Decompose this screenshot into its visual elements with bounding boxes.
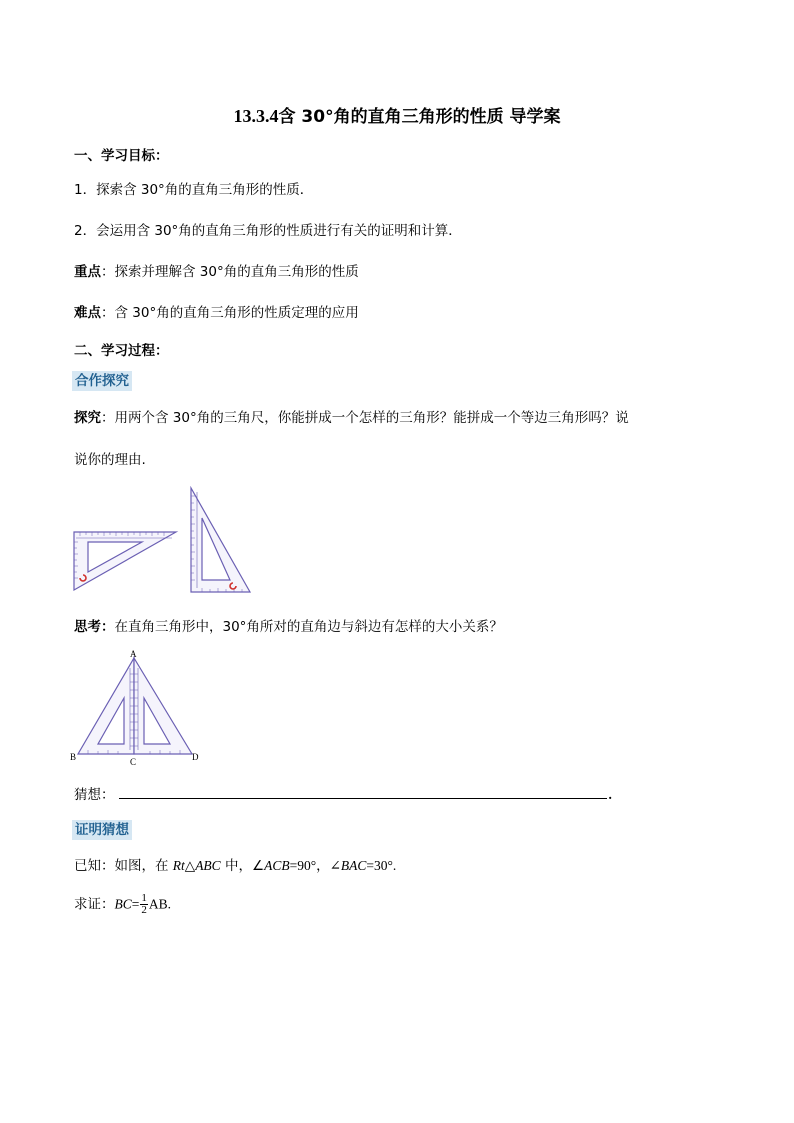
equilateral-triangle-figure bbox=[68, 648, 204, 766]
goal-1: 1．探索含 30°角的直角三角形的性质． bbox=[74, 182, 314, 198]
fraction-one-half: $\frac{1}{2}$ bbox=[141, 892, 147, 916]
key-point: 重点：探索并理解含 30°角的直角三角形的性质 bbox=[74, 264, 359, 280]
goal-2: 2．会运用含 30°角的直角三角形的性质进行有关的证明和计算． bbox=[74, 223, 462, 239]
given-statement: 已知：如图，在 Rt△ABC 中，∠ACB=90°，∠BAC=30°. bbox=[74, 858, 397, 874]
horizontal-set-square bbox=[74, 532, 176, 590]
tag-prove-conjecture: 证明猜想 bbox=[72, 820, 132, 840]
section-process-heading: 二、学习过程： bbox=[74, 343, 169, 359]
tag-cooperative-explore: 合作探究 bbox=[72, 371, 132, 391]
vertex-label-c: C bbox=[130, 757, 137, 766]
guess-line: 猜想： . bbox=[74, 784, 612, 805]
difficult-point: 难点：含 30°角的直角三角形的性质定理的应用 bbox=[74, 305, 359, 321]
set-squares-figure bbox=[72, 486, 262, 596]
section-goals-heading: 一、学习目标： bbox=[74, 148, 169, 164]
think-paragraph: 思考：在直角三角形中，30°角所对的直角边与斜边有怎样的大小关系？ bbox=[74, 619, 503, 635]
vertical-set-square bbox=[191, 488, 250, 592]
answer-blank[interactable] bbox=[119, 784, 607, 799]
vertex-label-b: B bbox=[70, 752, 77, 762]
explore-paragraph-cont: 说你的理由. bbox=[74, 452, 146, 468]
page-title: 13.3.4含 30°角的直角三角形的性质 导学案 bbox=[233, 106, 561, 127]
vertex-label-a: A bbox=[130, 649, 137, 659]
explore-paragraph: 探究：用两个含 30°角的三角尺，你能拼成一个怎样的三角形？能拼成一个等边三角形吗？说 bbox=[74, 410, 629, 426]
vertex-label-d: D bbox=[192, 752, 199, 762]
prove-statement: 求证：BC= $\frac{1}{2}$ AB. bbox=[74, 892, 172, 916]
